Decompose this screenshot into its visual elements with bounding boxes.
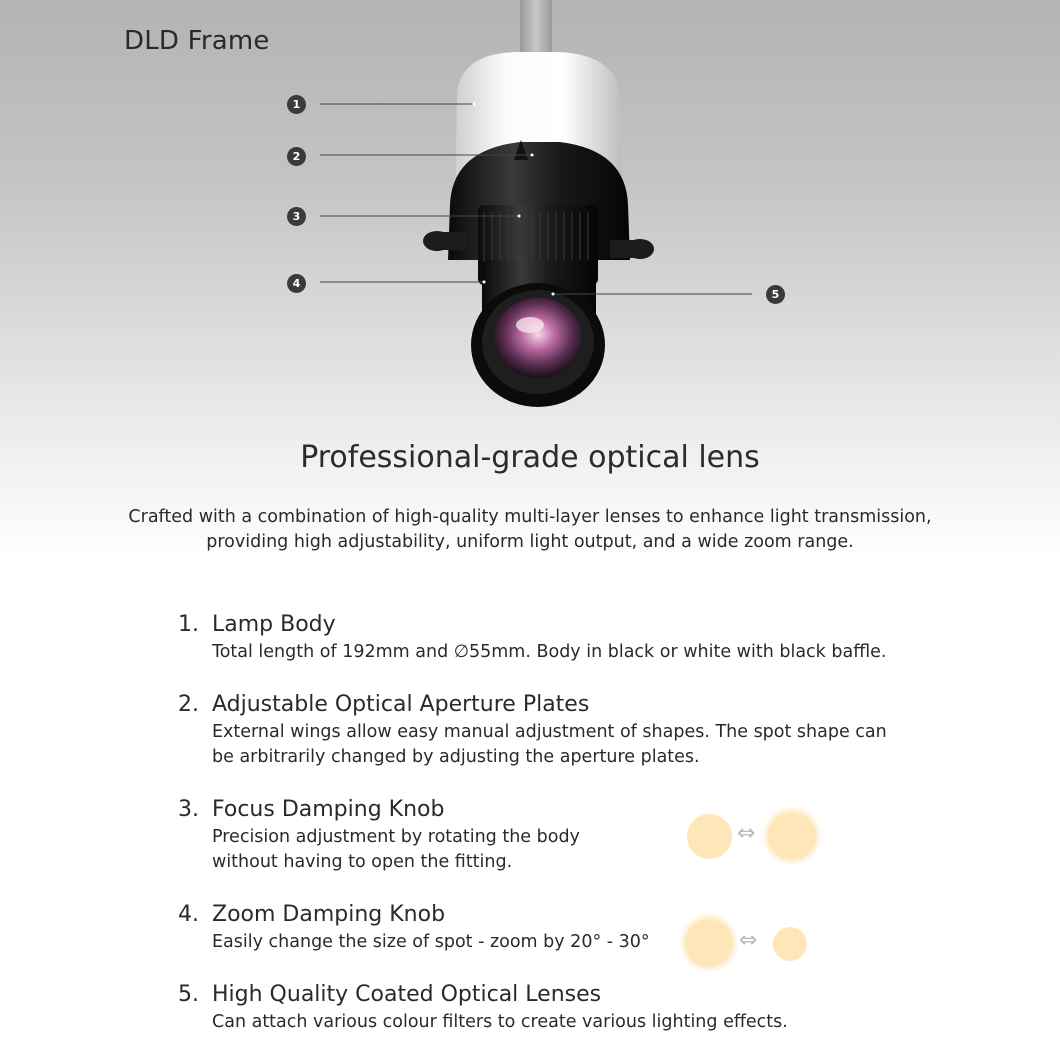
double-arrow-icon: ⇔ [739, 928, 758, 953]
feature-description [212, 640, 886, 665]
soft-spot-icon [769, 813, 815, 859]
intro-text [100, 505, 960, 555]
headline: Professional-grade optical lens [300, 440, 760, 475]
feature-description [212, 720, 887, 770]
feature-desc-line: Can attach various colour filters to create various lighting effects. [212, 1012, 788, 1032]
feature-number: 3. [178, 797, 199, 822]
feature-desc-line: be arbitrarily changed by adjusting the aperture plates. [212, 747, 700, 767]
feature-title: Focus Damping Knob [212, 797, 445, 822]
sharp-spot-icon [687, 814, 732, 859]
feature-description [212, 930, 650, 955]
feature-desc-line: Total length of 192mm and ∅55mm. Body in black or white with black baffle. [212, 642, 887, 662]
feature-desc-line: Easily change the size of spot - zoom by 20° - 30° [212, 932, 650, 952]
feature-description [212, 1010, 788, 1035]
callout-4: 4 [287, 274, 306, 293]
lamp-illustration [0, 0, 1060, 420]
frame-title: DLD Frame [124, 26, 270, 56]
feature-title: Adjustable Optical Aperture Plates [212, 692, 590, 717]
intro-line-1: Crafted with a combination of high-quality multi-layer lenses to enhance light transmission, [128, 507, 932, 527]
callout-2: 2 [287, 147, 306, 166]
feature-desc-line: Precision adjustment by rotating the body [212, 827, 580, 847]
callout-3: 3 [287, 207, 306, 226]
small-spot-icon [773, 927, 807, 961]
feature-number: 1. [178, 612, 199, 637]
feature-number: 2. [178, 692, 199, 717]
large-spot-icon [686, 920, 732, 966]
intro-line-2: providing high adjustability, uniform light output, and a wide zoom range. [206, 532, 854, 552]
feature-title: Lamp Body [212, 612, 336, 637]
feature-title: High Quality Coated Optical Lenses [212, 982, 602, 1007]
callout-5: 5 [766, 285, 785, 304]
double-arrow-icon: ⇔ [737, 821, 756, 846]
feature-desc-line: without having to open the fitting. [212, 852, 513, 872]
callout-1: 1 [287, 95, 306, 114]
feature-number: 4. [178, 902, 199, 927]
feature-number: 5. [178, 982, 199, 1007]
lens-front [471, 283, 605, 407]
feature-desc-line: External wings allow easy manual adjustment of shapes. The spot shape can [212, 722, 887, 742]
feature-description [212, 825, 580, 875]
feature-title: Zoom Damping Knob [212, 902, 446, 927]
